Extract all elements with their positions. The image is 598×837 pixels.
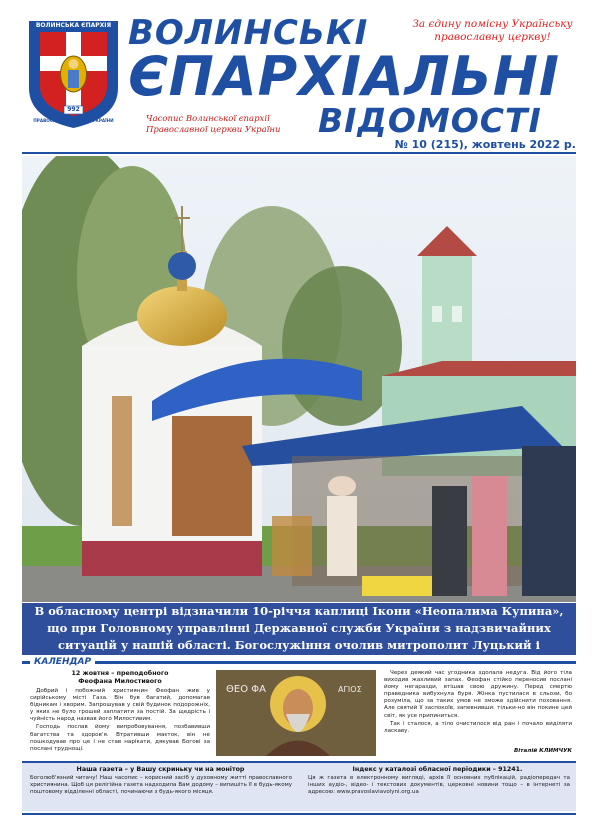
saint-theophanes-icon (216, 670, 376, 756)
emblem-top-text: ВОЛИНСЬКА ЄПАРХІЯ (35, 22, 112, 29)
article-title-line1: 12 жовтня – преподобного (71, 670, 169, 677)
article-title-line2: Феофана Милостивого (78, 678, 162, 685)
icon-text-left: ΘΕΟ ΦΑ (226, 684, 266, 695)
article-column-1 (30, 688, 210, 753)
masthead-subtitle (146, 114, 306, 136)
photo-caption: В обласному центрі відзначили 10-річчя каплиці Ікони «Неопалима Купина», що при Головному управлінні Державної служби України з надзвичайних ситуацій у нашій області. Богослужіння очолив митрополит Луцький і (22, 603, 576, 655)
calendar-divider (22, 661, 576, 664)
calendar-label: КАЛЕНДАР (30, 657, 95, 667)
icon-text-right: ΑΓΙΟΣ (338, 685, 362, 694)
article-title (30, 670, 210, 686)
subtitle-line1: Часопис Волинської єпархії (146, 114, 270, 124)
subtitle-line2: Православної церкви України (146, 125, 281, 135)
website-text: Ця ж газета в електронному вигляді, архів її основних публікацій, радіопередач та інших аудіо-, відео- і текстових документів, церковні новини тощо – в інтернеті за адресою: www.pravoslaviavolyni.org.ua (308, 775, 570, 795)
article-author: Віталій КЛИМЧУК (514, 748, 572, 754)
subscription-heading: Наша газета – у Вашу скриньку чи на монітор (76, 766, 245, 773)
catalog-index-heading: Індекс у каталозі обласної періодики – 91241. (352, 766, 523, 773)
issue-number: № 10 (215), жовтень 2022 р. (394, 138, 576, 151)
masthead-motto: За єдину помісну Українську православну церкву! (412, 18, 573, 43)
chapel-photo (22, 156, 576, 602)
article-paragraph: Господь послав йому випробовування, позбавивши багатства та здоров'я. Втративши маєток, він не пошкодував про це і не став нарікати, дякував Богові за послані труднощі. (30, 724, 210, 752)
article-paragraph: Через деякий час угодника здолала недуга. Від його тіла виходив жахливий запах. Феофан стійко переносив послані йому негаразди, втішав свою дружину. Перед смертю праведника вибухнула буря. Жінка пустилася в сльози, бо розуміла, що за таких умов не зможе здійснити поховання. Але святий її заспокоїв, запевнивши: тільки-но він покине цей світ, як усе припиниться. (384, 670, 572, 719)
diocese-emblem (26, 18, 121, 130)
emblem-year: 992 (67, 106, 80, 113)
masthead-title-line2: ЄПАРХІАЛЬНІ (128, 45, 561, 108)
masthead-title-line1: ВОЛИНСЬКІ (128, 13, 369, 53)
subscription-text: Боголюб'язний читачу! Наш часопис – корисний засіб у духовному житті православного християнина. Щоб ця релігійна газета надходила Вам додому – випишіть її в будь-якому поштовому відділенні області, починаючи з будь-якого місяця. (30, 775, 292, 795)
article-column-2 (384, 670, 572, 735)
emblem-side-text: ПРАВОСЛАВНА ЦЕРКВА УКРАЇНИ (33, 118, 114, 123)
article-paragraph: Так і сталося, а тіло очистилося від ран і почало виділяти ласкаву. (384, 720, 572, 734)
subscription-box (22, 761, 576, 811)
article-paragraph: Добрий і побожний християнин Феофан жив у сирійському місті Газа. Він був багатий, допомагав бідникам і хворим. Запрошував у свій будинок подорожніх, у яких не було грошей заплатити за постій. За щедрість і чуйність народ назвав його Милостивим. (30, 688, 210, 723)
top-divider (22, 152, 576, 154)
masthead-title-line3: ВІДОМОСТІ (318, 101, 542, 140)
bottom-divider (22, 813, 576, 815)
